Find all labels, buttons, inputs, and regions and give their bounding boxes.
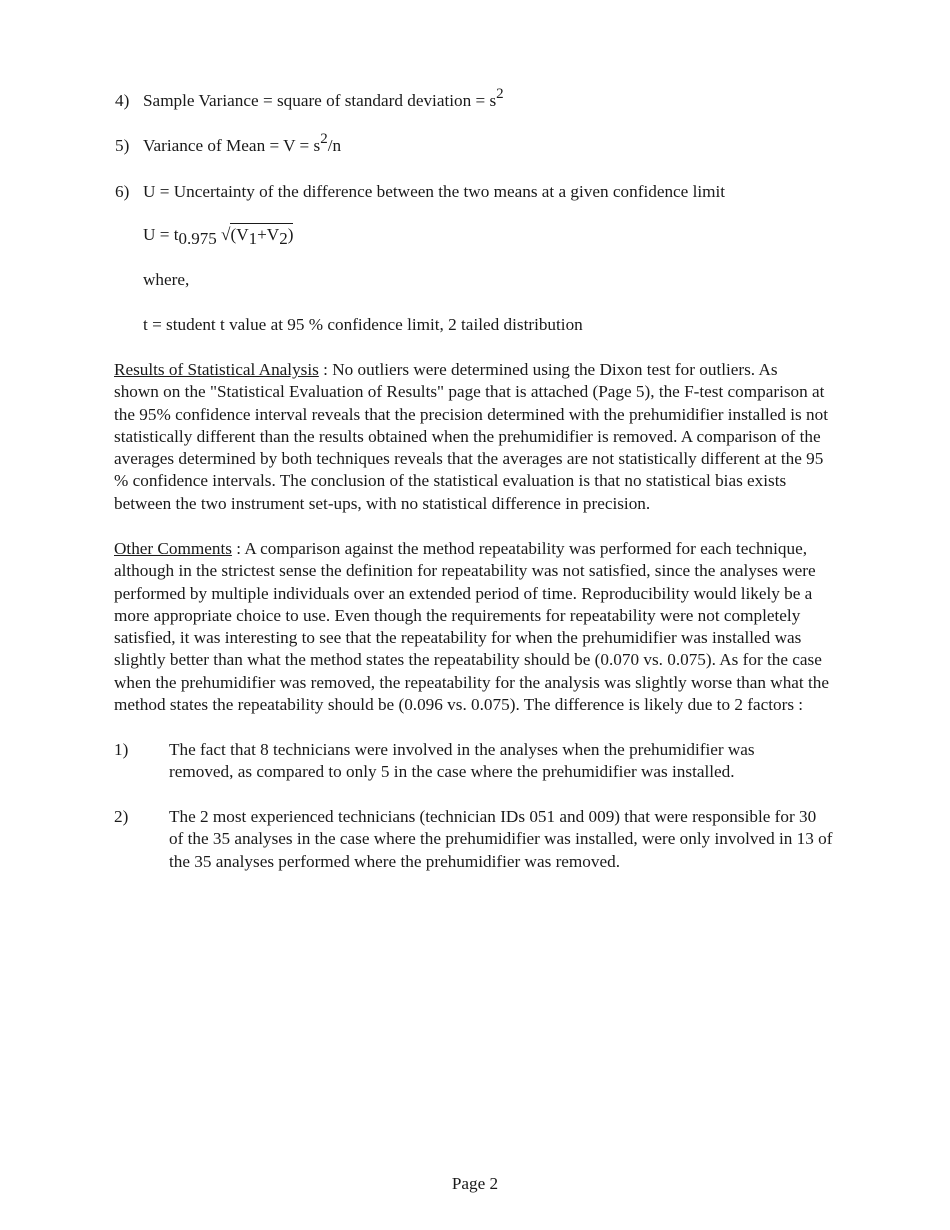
paragraph-line: method states the repeatability should be (0.096 vs. 0.075). The difference is likely due to 2 factors :: [114, 695, 804, 715]
t-definition: t = student t value at 95 % confidence limit, 2 tailed distribution: [143, 315, 583, 334]
comments-paragraph: [114, 538, 904, 716]
where-label: where,: [143, 270, 190, 289]
paragraph-line: slightly better than what the method states the repeatability should be (0.070 vs. 0.075). As for the case: [114, 650, 822, 670]
paragraph-line: although in the strictest sense the definition for repeatability was not satisfied, since the analyses were: [114, 561, 816, 581]
paragraph-line: when the prehumidifier was removed, the repeatability for the analysis was slightly worse than what the: [114, 672, 829, 692]
item-text: U = Uncertainty of the difference between the two means at a given confidence limit: [143, 182, 726, 201]
factor-number: 2): [114, 807, 129, 826]
paragraph-line: performed by multiple individuals over an extended period of time. Reproducibility would likely be a: [114, 583, 813, 603]
radicand: $(V_1+V_2)$: [230, 225, 294, 248]
paragraph-line: between the two instrument set-ups, with no statistical difference in precision.: [114, 493, 651, 513]
item-number: 5): [115, 136, 130, 155]
item-text: Sample Variance = square of standard deviation = $s^2$: [143, 86, 504, 110]
uncertainty-formula: $U = t_{0.975}$ $√(V_1+V_2)$: [143, 225, 294, 248]
item-number: 4): [115, 91, 130, 110]
radical-sign: √: [221, 225, 231, 244]
paragraph-line: Other Comments : A comparison against the method repeatability was performed for each technique,: [114, 539, 808, 558]
paragraph-line: % confidence intervals. The conclusion of the statistical evaluation is that no statistical bias exists: [114, 471, 787, 491]
item-number: 6): [115, 182, 130, 201]
paragraph-line: more appropriate choice to use. Even though the requirements for repeatability were not completely: [114, 605, 801, 625]
paragraph-line: statistically different than the results obtained when the prehumidifier is removed. A comparison of the: [114, 426, 821, 446]
factor-text: The 2 most experienced technicians (technician IDs 051 and 009) that were responsible for 30 of the 35 analyses in the case where the prehumidifier was installed, were only involved in 13 of the 35 analyses performed where the prehumidifier was removed.: [169, 807, 833, 871]
factor-number: 1): [114, 740, 129, 759]
comments-heading: Other Comments: [114, 539, 232, 558]
paragraph-line: averages determined by both techniques reveals that the averages are not statistically different at the 95: [114, 449, 824, 469]
paragraph-line: the 95% confidence interval reveals that the precision determined with the prehumidifier installed is not: [114, 404, 829, 424]
paragraph-line: shown on the "Statistical Evaluation of Results" page that is attached (Page 5), the F-test comparison at: [114, 382, 825, 402]
results-paragraph: [114, 359, 904, 515]
results-heading: Results of Statistical Analysis: [114, 360, 319, 379]
paragraph-line: Results of Statistical Analysis : No outliers were determined using the Dixon test for outliers. As: [114, 360, 778, 379]
item-text: Variance of Mean = $V = s^2/n$: [143, 131, 342, 155]
paragraph-line: satisfied, it was interesting to see that the repeatability for when the prehumidifier was installed was: [114, 628, 802, 648]
page-number: Page 2: [451, 1174, 499, 1193]
factor-text: The fact that 8 technicians were involved in the analyses when the prehumidifier was removed, as compared to only 5 in the case where the prehumidifier was installed.: [169, 740, 755, 782]
